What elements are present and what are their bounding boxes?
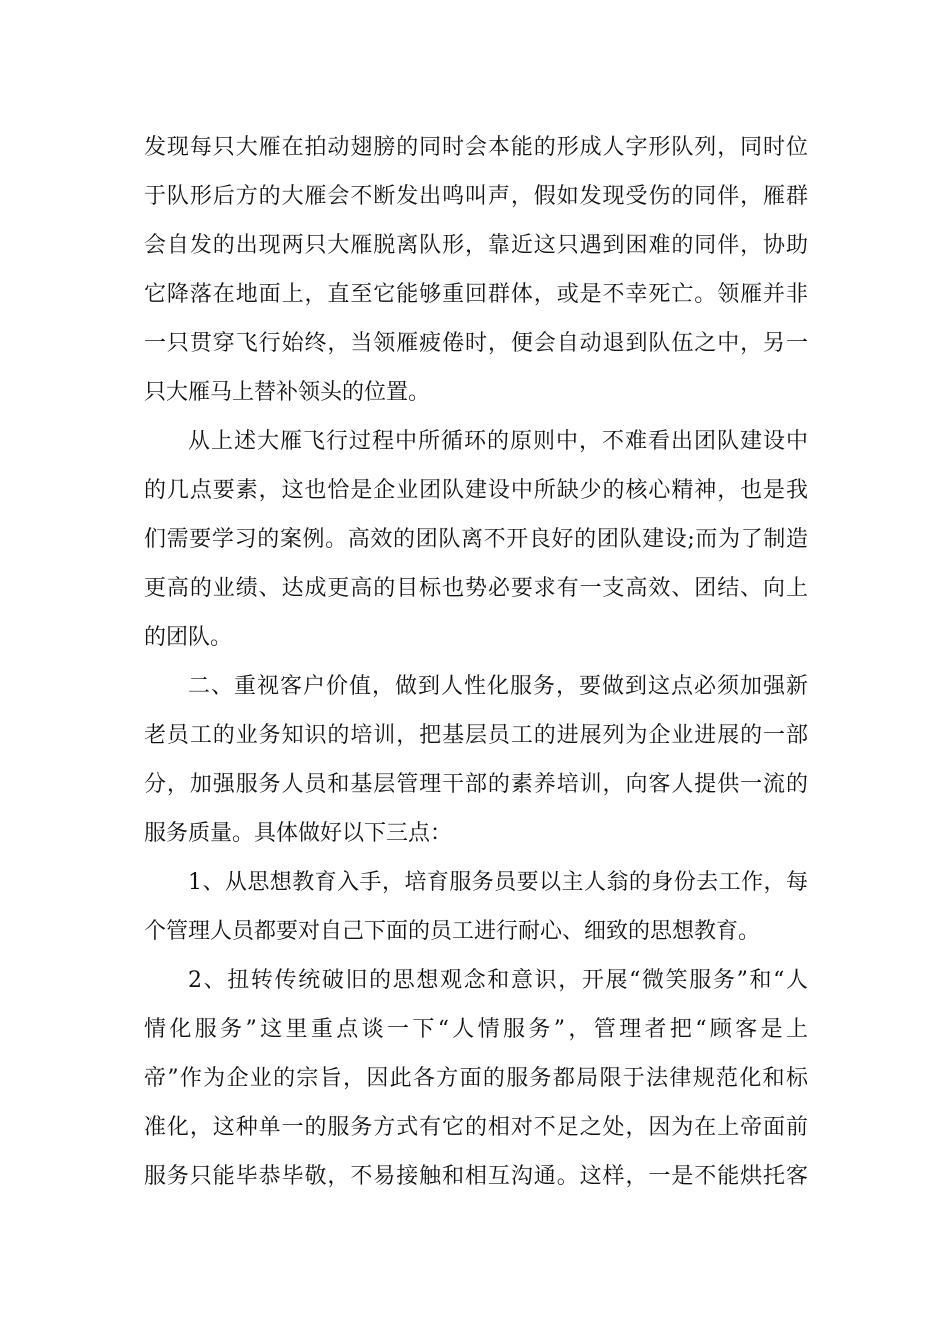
text-line: 只大雁马上替补领头的位置。: [144, 380, 431, 405]
paragraph-3: [144, 669, 808, 852]
text-line: 分，加强服务人员和基层管理干部的素养培训，向客人提供一流的: [144, 772, 808, 797]
text-line: 个管理人员都要对自己下面的员工进行耐心、细致的思想教育。: [144, 919, 761, 944]
text-line: 服务只能毕恭毕敬，不易接触和相互沟通。这样，一是不能烘托客: [144, 1164, 808, 1189]
text-line: 二、重视客户价值，做到人性化服务，要做到这点必须加强新: [188, 674, 808, 699]
text-line: 更高的业绩、达成更高的目标也势必要求有一支高效、团结、向上: [144, 576, 808, 601]
text-line: 于队形后方的大雁会不断发出鸣叫声，假如发现受伤的同伴，雁群: [144, 184, 808, 209]
text-line: 们需要学习的案例。高效的团队离不开良好的团队建设;而为了制造: [144, 527, 808, 552]
text-line: 老员工的业务知识的培训，把基层员工的进展列为企业进展的一部: [144, 723, 808, 748]
text-line: 一只贯穿飞行始终，当领雁疲倦时，便会自动退到队伍之中，另一: [144, 331, 808, 356]
text-line: 准化，这种单一的服务方式有它的相对不足之处，因为在上帝面前: [144, 1115, 808, 1140]
paragraph-4: [144, 865, 808, 950]
paragraph-1: [144, 130, 808, 411]
text-line: 从上述大雁飞行过程中所循环的原则中，不难看出团队建设中: [188, 429, 808, 454]
text-line: 帝”作为企业的宗旨，因此各方面的服务都局限于法律规范化和标: [144, 1066, 808, 1091]
text-line: 的团队。: [144, 625, 233, 650]
text-line: 它降落在地面上，直至它能够重回群体，或是不幸死亡。领雁并非: [144, 282, 808, 307]
text-line: 1、从思想教育入手，培育服务员要以主人翁的身份去工作，每: [188, 870, 808, 895]
paragraph-5: [144, 963, 808, 1195]
text-line: 发现每只大雁在拍动翅膀的同时会本能的形成人字形队列，同时位: [144, 135, 808, 160]
text-line: 服务质量。具体做好以下三点：: [144, 821, 453, 846]
text-line: 的几点要素，这也恰是企业团队建设中所缺少的核心精神，也是我: [144, 478, 808, 503]
text-line: 情化服务”这里重点谈一下“人情服务”，管理者把“顾客是上: [144, 1017, 808, 1042]
document-body: [144, 130, 808, 1208]
text-line: 2、扭转传统破旧的思想观念和意识，开展“微笑服务”和“人: [188, 968, 808, 993]
text-line: 会自发的出现两只大雁脱离队形，靠近这只遇到困难的同伴，协助: [144, 233, 808, 258]
paragraph-2: [144, 424, 808, 656]
